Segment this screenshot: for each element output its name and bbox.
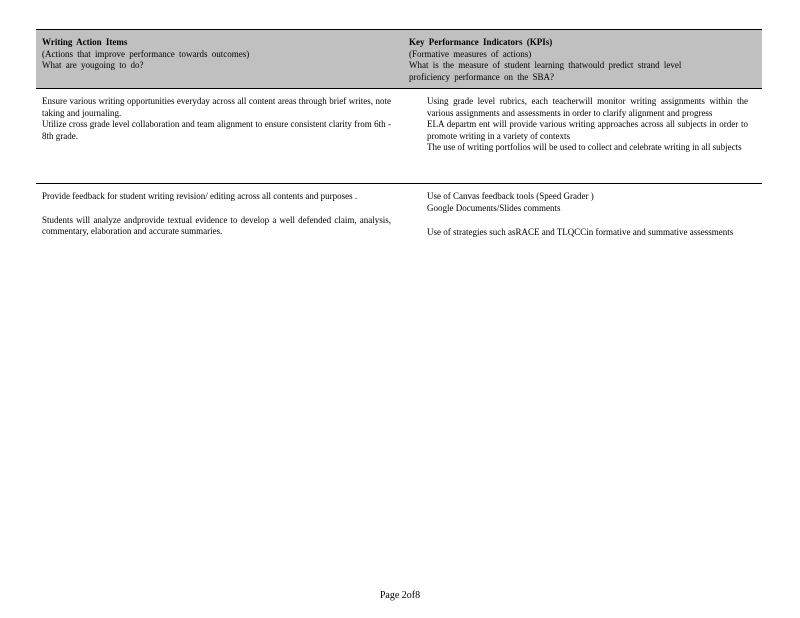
action-items-table bbox=[36, 29, 762, 264]
header-kpis-title: Key Performance Indicators (KPIs) bbox=[409, 37, 553, 47]
page-number: Page 2of8 bbox=[379, 590, 421, 601]
table-row bbox=[36, 184, 762, 264]
kpi-item: Use of strategies such asRACE and TLQCCin formative and summative assessments bbox=[427, 227, 734, 237]
action-item: Provide feedback for student writing revision/ editing across all contents and purposes . bbox=[42, 191, 358, 201]
header-action-items-title: Writing Action Items bbox=[42, 37, 128, 47]
header-action-items-question: What are yougoing to do? bbox=[42, 60, 144, 70]
action-item: Ensure various writing opportunities everyday across all content areas through brief writes, note taking and journaling. bbox=[42, 96, 391, 118]
action-item: Students will analyze andprovide textual evidence to develop a well defended claim, analysis, commentary, elaboration and accurate summaries. bbox=[42, 214, 391, 236]
table-row bbox=[36, 89, 762, 184]
kpi-cell bbox=[399, 184, 762, 264]
kpi-item: Using grade level rubrics, each teacherwill monitor writing assignments within the various assignments and assessments in order to clarify alignment and progress bbox=[427, 96, 748, 118]
action-item: Utilize cross grade level collaboration and team alignment to ensure consistent clarity from 6th - 8th grade. bbox=[42, 119, 391, 141]
header-kpis bbox=[399, 30, 762, 88]
action-items-cell bbox=[36, 184, 399, 264]
header-action-items-subtitle: (Actions that improve performance towards outcomes) bbox=[42, 48, 250, 59]
action-items-cell bbox=[36, 89, 399, 183]
kpi-item: The use of writing portfolios will be used to collect and celebrate writing in all subjects bbox=[427, 142, 742, 152]
header-kpis-subtitle: (Formative measures of actions) bbox=[409, 48, 532, 59]
kpi-item: Google Documents/Slides comments bbox=[427, 202, 561, 213]
kpi-item: ELA departm ent will provide various writing approaches across all subjects in order to promote writing in a variety of contexts bbox=[427, 119, 748, 141]
kpi-item: Use of Canvas feedback tools (Speed Grader ) bbox=[427, 191, 594, 201]
kpi-cell bbox=[399, 89, 762, 183]
kpi-list bbox=[409, 191, 748, 239]
kpi-list bbox=[409, 96, 748, 154]
header-kpis-question: What is the measure of student learning thatwould predict strand level bbox=[409, 60, 682, 70]
header-kpis-question-cont: proficiency performance on the SBA? bbox=[409, 71, 554, 82]
header-action-items bbox=[36, 30, 399, 88]
table-header bbox=[36, 29, 762, 89]
